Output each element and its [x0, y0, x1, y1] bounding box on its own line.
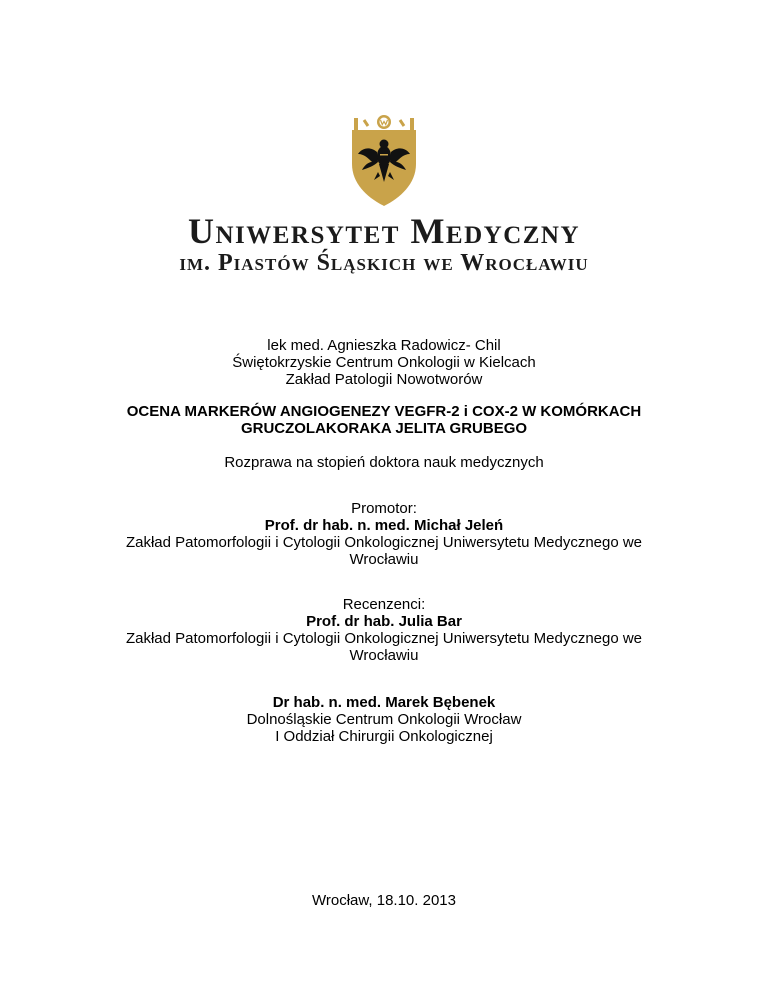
university-crest-logo [344, 112, 424, 208]
place-and-date: Wrocław, 18.10. 2013 [312, 892, 456, 909]
thesis-title-line2: GRUCZOLAKORAKA JELITA GRUBEGO [240, 420, 528, 437]
reviewer2-name: Dr hab. n. med. Marek Bębenek [272, 694, 496, 711]
author-block [0, 337, 768, 388]
reviewer1-affiliation-line2: Wrocławiu [349, 647, 419, 664]
author-name: lek med. Agnieszka Radowicz- Chil [267, 337, 501, 354]
promotor-affiliation-line1: Zakład Patomorfologii i Cytologii Onkologicznej Uniwersytetu Medycznego we [125, 534, 643, 551]
author-institution: Świętokrzyskie Centrum Onkologii w Kielcach [232, 354, 536, 371]
promotor-affiliation-line2: Wrocławiu [349, 551, 419, 568]
university-name: Uniwersytet Medyczny [187, 211, 581, 251]
promotor-label: Promotor: [351, 500, 417, 517]
author-department: Zakład Patologii Nowotworów [285, 371, 483, 388]
promotor-name: Prof. dr hab. n. med. Michał Jeleń [264, 517, 504, 534]
reviewer2-affiliation-line1: Dolnośląskie Centrum Onkologii Wrocław [246, 711, 522, 728]
thesis-title-line1: OCENA MARKERÓW ANGIOGENEZY VEGFR-2 i COX-2 W KOMÓRKACH [126, 403, 642, 420]
degree-statement: Rozprawa na stopień doktora nauk medycznych [224, 454, 544, 471]
reviewers-label: Recenzenci: [342, 596, 426, 613]
promotor-block [0, 500, 768, 568]
reviewer2-affiliation-line2: I Oddział Chirurgii Onkologicznej [275, 728, 493, 745]
university-subtitle: im. Piastów Śląskich we Wrocławiu [179, 250, 589, 276]
reviewer1-affiliation-line1: Zakład Patomorfologii i Cytologii Onkologicznej Uniwersytetu Medycznego we [125, 630, 643, 647]
reviewer1-name: Prof. dr hab. Julia Bar [306, 613, 462, 630]
reviewer2-block [0, 694, 768, 745]
reviewers-block [0, 596, 768, 664]
thesis-title [0, 403, 768, 437]
